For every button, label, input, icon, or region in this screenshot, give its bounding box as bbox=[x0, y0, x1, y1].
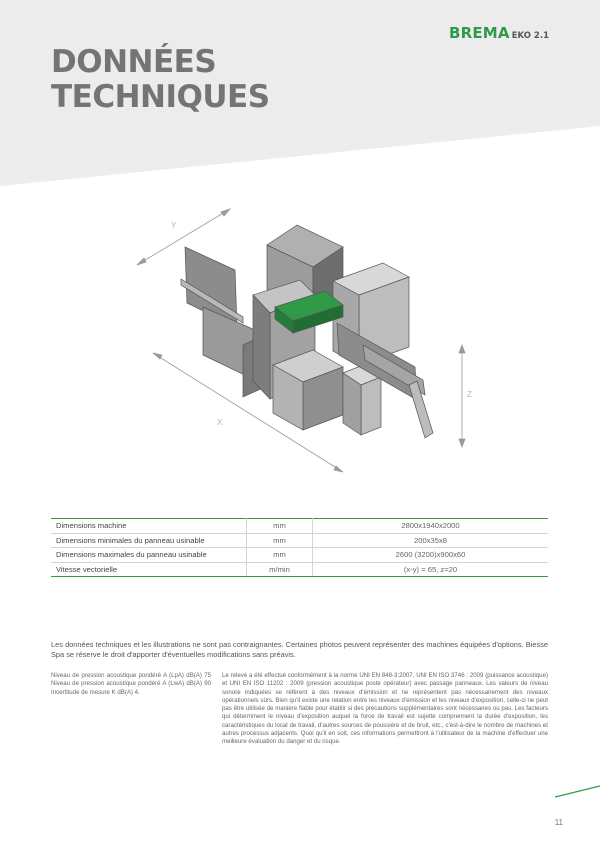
spec-label: Vitesse vectorielle bbox=[51, 562, 247, 577]
table-row bbox=[51, 519, 548, 534]
spec-unit: mm bbox=[247, 548, 313, 563]
page-title-line2: TECHNIQUES bbox=[51, 79, 270, 115]
brand-name: BREMA bbox=[448, 24, 510, 42]
spec-label: Dimensions machine bbox=[51, 519, 247, 534]
spec-value: 200x35x8 bbox=[313, 533, 549, 548]
machine-body bbox=[181, 225, 433, 438]
page-title bbox=[51, 45, 270, 115]
spec-value: (x-y) = 65, z=20 bbox=[313, 562, 549, 577]
brand-model: EKO 2.1 bbox=[511, 31, 549, 41]
spec-label: Dimensions maximales du panneau usinable bbox=[51, 548, 247, 563]
table-row bbox=[51, 548, 548, 563]
axis-y-label: Y bbox=[171, 221, 177, 230]
noise-levels-text: Niveau de pression acoustique pondéré A (LpA) dB(A) 75 Niveau de pression acoustique pondéré A (LwA) dB(A) 90 Incertitude de mesure K dB(A) 4. bbox=[51, 672, 211, 696]
noise-measurement-notes: Le relevé a été effectué conformément à la norme UNI EN 848-3:2007, UNI EN ISO 3746 : 2009 (puissance acoustique) et UNI EN ISO 11202 : 2009 (pression acoustique poste opérateur) avec passage panneaux. Les valeurs de niveau sonore indiquées se réfèrent à des niveaux d'émission et ne représentent pas nécessairement des niveaux opérationnels sûrs. Bien qu'il existe une relation entre les niveaux d'émission et les niveaux d'exposition, celle-ci ne peut pas être utilisée de manière fiable pour établir si des précautions supplémentaires sont nécessaires ou pas. Les facteurs qui déterminent le niveau d'exposition auquel la force de travail est sujette comprennent la durée d'exposition, les caractéristiques du local de travail, d'autres sources de poussière et de bruit, etc., c'est-à-dire le nombre de machines et autres processus adjacents. Quoi qu'il en soit, ces informations permettront à l'utilisateur de la machine d'effectuer une meilleure évaluation du danger et du risque. bbox=[222, 672, 548, 746]
spec-value: 2600 (3200)x900x60 bbox=[313, 548, 549, 563]
table-row bbox=[51, 562, 548, 577]
spec-unit: mm bbox=[247, 533, 313, 548]
axis-z-label: Z bbox=[467, 390, 472, 399]
spec-unit: mm bbox=[247, 519, 313, 534]
table-row bbox=[51, 533, 548, 548]
page-number: 11 bbox=[554, 818, 563, 827]
machine-illustration bbox=[125, 195, 480, 485]
specs-table bbox=[51, 518, 548, 577]
decorative-green-line bbox=[555, 780, 600, 800]
spec-unit: m/min bbox=[247, 562, 313, 577]
axis-x-label: X bbox=[217, 418, 223, 427]
brand-logo bbox=[449, 24, 549, 42]
disclaimer-text: Les données techniques et les illustrations ne sont pas contraignantes. Certaines photos peuvent représenter des machines équipées d'options. Biesse Spa se réserve le droit d'apporter d'éventuelles modifications sans préavis. bbox=[51, 640, 548, 659]
spec-label: Dimensions minimales du panneau usinable bbox=[51, 533, 247, 548]
spec-value: 2800x1940x2000 bbox=[313, 519, 549, 534]
page-title-line1: DONNÉES bbox=[51, 44, 217, 80]
